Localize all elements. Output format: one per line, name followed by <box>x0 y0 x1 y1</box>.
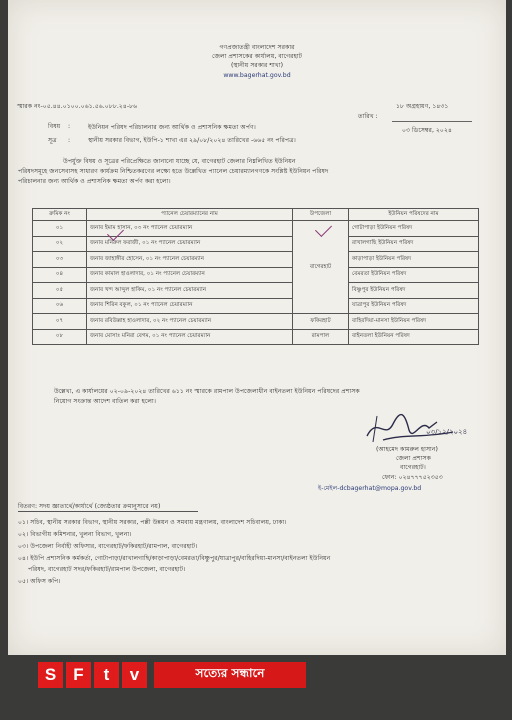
distribution-item: ০১। সচিব, স্থানীয় সরকার বিভাগ, স্থানীয় সরকার, পল্লী উন্নয়ন ও সমবায় মন্ত্রণালয়, বাংলাদেশ সচিবালয়, ঢাকা। <box>18 519 287 526</box>
signatory-name: (আহমেদ কামরুল হাসান) <box>376 446 438 453</box>
union-cell: বাইনতলা ইউনিয়ন পরিষদ <box>349 329 479 345</box>
upazila-cell: বাগেরহাট <box>293 221 349 314</box>
name-cell: জনাব কামাল হাওলাদার, ০১ নং প্যানেল চেয়ারম্যান <box>87 267 293 283</box>
serial-cell: ০৩ <box>33 252 87 268</box>
reference-colon: : <box>68 137 71 144</box>
serial-cell: ০১ <box>33 221 87 237</box>
serial-cell: ০৮ <box>33 329 87 345</box>
table-row <box>33 221 479 237</box>
union-cell: কাড়াপাড়া ইউনিয়ন পরিষদ <box>349 252 479 268</box>
distribution-item: ০৩। উপজেলা নির্বাহী অফিসার, বাগেরহাট/ফকিরহাট/রামপাল, বাগেরহাট। <box>18 543 198 550</box>
date-bangla: ১৮ অগ্রহায়ণ, ১৪৩১ <box>396 103 449 110</box>
table-row <box>33 267 479 283</box>
body-line-3: পরিচালনার জন্য আর্থিক ও প্রশাসনিক ক্ষমতা অর্পণ করা হলো। <box>18 178 171 185</box>
union-cell: বিষ্ণুপুর ইউনিয়ন পরিষদ <box>349 283 479 299</box>
signatory-title: জেলা প্রশাসক <box>396 455 431 462</box>
memo-number: স্মারক নং-০৫.৪৪.০১০০.০৬১.৫৬.০৮৮.২৪-৮৬ <box>17 103 138 110</box>
reference-label: সূত্র <box>48 137 57 144</box>
subject-colon: : <box>68 123 71 130</box>
note-line-1: উল্লেখ্য, এ কার্যালয়ের ০২-০৯-২০২৪ তারিখের ৬১১ নং স্মারকে রামপাল উপজেলাধীন বাইনতলা ইউনিয়ন পরিষদের প্রশাসক <box>54 388 360 395</box>
name-cell: জনাব শিরিন বকুল, ০১ নং প্যানেল চেয়ারম্যান <box>87 298 293 314</box>
name-cell: জনাব মোসাঃ মনিরা বেগম, ০১ নং প্যানেল চেয়ারম্যান <box>87 329 293 345</box>
col-header-union: ইউনিয়ন পরিষদের নাম <box>349 209 479 221</box>
serial-cell: ০৭ <box>33 314 87 330</box>
subject-label: বিষয় <box>48 123 61 130</box>
col-header-serial: ক্রমিক নং <box>33 209 87 221</box>
signatory-phone: ফোন: ০২৪৭৭৭৫২৩৫৩ <box>382 474 443 481</box>
panel-chairman-table <box>32 208 479 345</box>
name-cell: জনাব খন্দ আব্দুল হাকিম, ০১ নং প্যানেল চেয়ারম্যান <box>87 283 293 299</box>
distribution-item-continued: পরিষদ, বাগেরহাট সদর/ফকিরহাট/রামপাল উপজেলা, বাগেরহাট। <box>28 566 186 573</box>
union-cell: বেমরতা ইউনিয়ন পরিষদ <box>349 267 479 283</box>
body-line-1: উপর্যুক্ত বিষয় ও সূত্রের পরিপ্রেক্ষিতে জানানো যাচ্ছে যে, বাগেরহাট জেলার নিম্নলিখিত ইউনিয়ন <box>63 158 296 165</box>
date-label: তারিখ : <box>358 113 378 120</box>
signatory-place: বাগেরহাট। <box>400 464 426 471</box>
website-link[interactable]: www.bagerhat.gov.bd <box>223 72 291 79</box>
table-header-row <box>33 209 479 221</box>
table-row <box>33 283 479 299</box>
union-cell: বাহিরদিয়া-মানসা ইউনিয়ন পরিষদ <box>349 314 479 330</box>
reference-text: স্থানীয় সরকার বিভাগ, ইউপি-১ শাখা এর ২৯/০৮/২০২৪ তারিখের -৬৬৫ নং পরিপত্র। <box>88 137 296 144</box>
logo-letter: F <box>66 662 91 688</box>
body-line-2: পরিষদসমূহে জনসেবাসহ সাধারণ কার্যক্রম নিশ্চিতকরণের লক্ষ্যে হতে উল্লেখিত প্যানেল চেয়ারম্যানগণকে সংশ্লিষ্ট ইউনিয়ন পরিষদ <box>18 168 329 175</box>
date-divider <box>392 121 472 122</box>
logo-letter: v <box>122 662 147 688</box>
table-row <box>33 236 479 252</box>
subject-text: ইউনিয়ন পরিষদ পরিচালনার জন্য আর্থিক ও প্রশাসনিক ক্ষমতা অর্পণ। <box>88 124 256 131</box>
table-row <box>33 298 479 314</box>
table-row <box>33 252 479 268</box>
office-name: জেলা প্রশাসকের কার্যালয়, বাগেরহাট <box>211 53 303 60</box>
signature-date: ০৩/১২/২০২৪ <box>426 428 468 436</box>
table-row <box>33 329 479 345</box>
col-header-name: প্যানেল চেয়ারম্যানের নাম <box>87 209 293 221</box>
distribution-underline <box>18 511 198 512</box>
logo-letter: S <box>38 662 63 688</box>
section-name: (স্থানীয় সরকার শাখা) <box>230 62 284 69</box>
serial-cell: ০৪ <box>33 267 87 283</box>
distribution-item: ০৪। ইউপি প্রশাসনিক কর্মকর্তা, গোটাপাড়া/রাখালগাছি/কাড়াপাড়া/বেমরতা/বিষ্ণুপুর/যাত্রাপুর/বাহিরদিয়া-মানসা/বাইনতলা ইউনিয়ন <box>18 555 331 562</box>
govt-header: গণপ্রজাতন্ত্রী বাংলাদেশ সরকার <box>219 44 295 51</box>
document-page <box>8 0 506 655</box>
signatory-email[interactable]: ই-মেইল-dcbagerhat@mopa.gov.bd <box>318 485 422 492</box>
serial-cell: ০৫ <box>33 283 87 299</box>
serial-cell: ০২ <box>33 236 87 252</box>
name-cell: জনাব রবিউল্লাহ হাওলাদার, ০২ নং প্যানেল চেয়ারম্যান <box>87 314 293 330</box>
table-row <box>33 314 479 330</box>
upazila-cell: রামপাল <box>293 329 349 345</box>
upazila-cell: ফকিরহাট <box>293 314 349 330</box>
union-cell: রাখালগাছি ইউনিয়ন পরিষদ <box>349 236 479 252</box>
name-cell: জনাব ইমাম হাসান, ০৩ নং প্যানেল চেয়ারম্যান <box>87 221 293 237</box>
serial-cell: ০৬ <box>33 298 87 314</box>
banner-slogan: সত্যের সন্ধানে <box>154 662 306 688</box>
distribution-item: ০২। বিভাগীয় কমিশনার, খুলনা বিভাগ, খুলনা। <box>18 531 132 538</box>
name-cell: জনাব মনিরুল ফরাজী, ০১ নং প্যানেল চেয়ারম্যান <box>87 236 293 252</box>
col-header-upazila: উপজেলা <box>293 209 349 221</box>
logo-letter: t <box>94 662 119 688</box>
date-english: ০৩ ডিসেম্বর, ২০২৪ <box>402 127 452 134</box>
note-line-2: নিয়োগ সংক্রান্ত আদেশ বাতিল করা হলো। <box>54 398 157 405</box>
distribution-heading: বিতরণ: সদয় জ্ঞাতার্থে/কার্যার্থে (জ্যেষ্ঠতার ক্রমানুসারে নয়) <box>18 503 161 510</box>
name-cell: জনাব জাহাঙ্গীর হোসেন, ০১ নং প্যানেল চেয়ারম্যান <box>87 252 293 268</box>
union-cell: গোটাপাড়া ইউনিয়ন পরিষদ <box>349 221 479 237</box>
union-cell: যাত্রাপুর ইউনিয়ন পরিষদ <box>349 298 479 314</box>
distribution-item: ০৫। অফিস কপি। <box>18 578 61 585</box>
sftv-banner <box>38 662 306 688</box>
